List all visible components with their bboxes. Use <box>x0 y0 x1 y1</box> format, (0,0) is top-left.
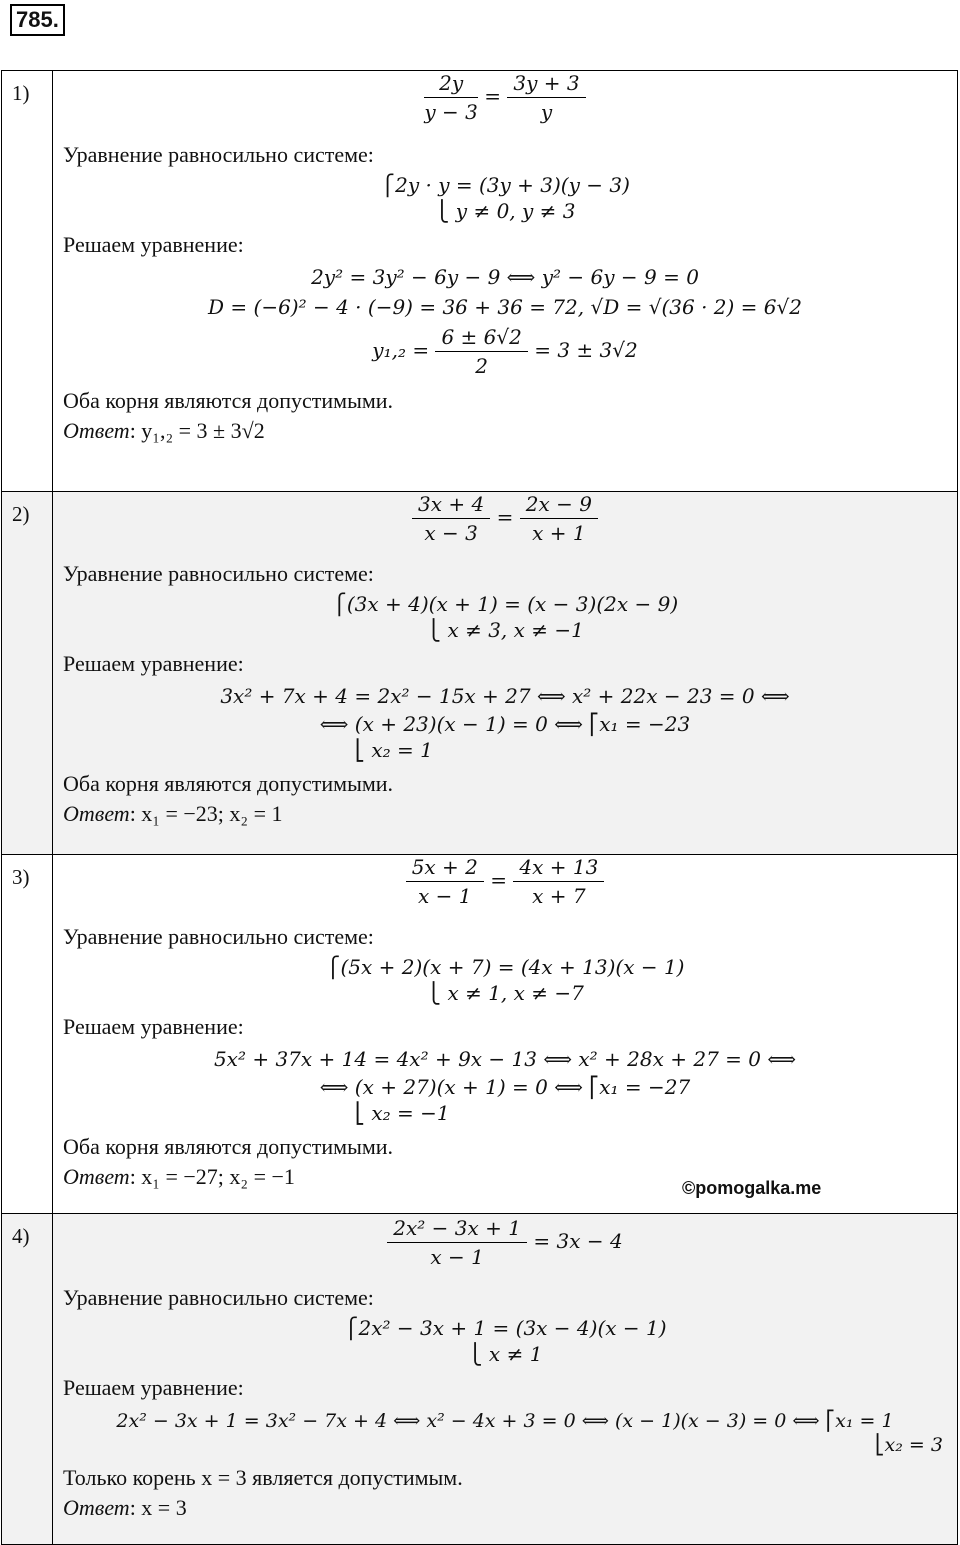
answer: Ответ: x₁ = −27; x₂ = −1 <box>63 1164 295 1189</box>
solution-table-2 <box>1 1213 958 1545</box>
system-line-1: ⎧2x² − 3x + 1 = (3x − 4)(x − 1) <box>343 1316 667 1340</box>
note: Только корень x = 3 является допустимым. <box>63 1465 463 1490</box>
system-line-2: ⎩ x ≠ 1, x ≠ −7 <box>426 981 584 1005</box>
solve-label: Решаем уравнение: <box>63 232 244 257</box>
step-1: 3x² + 7x + 4 = 2x² − 15x + 27 ⟺ x² + 22x − 23 = 0 ⟺ <box>220 684 790 708</box>
system-line-2: ⎩ y ≠ 0, y ≠ 3 <box>434 199 576 223</box>
step-1: 2y² = 3y² − 6y − 9 ⟺ y² − 6y − 9 = 0 <box>311 265 699 289</box>
equation: $\frac{\text{2x² − 3x + 1}}{x - 1}$ = 3x − 4 <box>53 1216 957 1269</box>
step-2-root: ⎣ x₂ = −1 <box>355 1101 450 1125</box>
part-2 <box>2 492 958 855</box>
part-number: 3) <box>2 855 53 1220</box>
step-1-root: ⎣x₂ = 3 <box>875 1434 943 1456</box>
equation: $\frac{5x + 2}{x - 1}$ = $\frac{4x + 13}{x + 7}$ <box>53 855 957 908</box>
solve-label: Решаем уравнение: <box>63 1375 244 1400</box>
part-4 <box>2 1214 958 1545</box>
note: Оба корня являются допустимыми. <box>63 1134 394 1159</box>
solve-label: Решаем уравнение: <box>63 651 244 676</box>
note: Оба корня являются допустимыми. <box>63 771 394 796</box>
system-line-1: ⎧(3x + 4)(x + 1) = (x − 3)(2x − 9) <box>331 592 679 616</box>
problem-number: 785. <box>10 4 65 36</box>
answer: Ответ: x = 3 <box>63 1495 187 1520</box>
part-3 <box>2 855 958 1220</box>
system-label: Уравнение равносильно системе: <box>63 142 374 167</box>
roots: y₁,₂ = $\frac{6 \pm 6√2}{2}$ = 3 ± 3√2 <box>372 325 638 378</box>
step-1: 2x² − 3x + 1 = 3x² − 7x + 4 ⟺ x² − 4x + 3 = 0 ⟺ (x − 1)(x − 3) = 0 ⟺ ⎡x₁ = 1 <box>116 1410 894 1432</box>
watermark: ©pomogalka.me <box>682 1178 822 1198</box>
part-1 <box>2 71 958 492</box>
step-2: D = (−6)² − 4 · (−9) = 36 + 36 = 72, √D = √(36 · 2) = 6√2 <box>208 295 802 319</box>
part-number: 4) <box>2 1214 53 1545</box>
equation: $\frac{3x + 4}{x - 3}$ = $\frac{2x - 9}{x + 1}$ <box>53 492 957 545</box>
part-number: 2) <box>2 492 53 855</box>
step-1: 5x² + 37x + 14 = 4x² + 9x − 13 ⟺ x² + 28x + 27 = 0 ⟺ <box>213 1047 797 1071</box>
system-line-2: ⎩ x ≠ 3, x ≠ −1 <box>426 618 584 642</box>
system-label: Уравнение равносильно системе: <box>63 924 374 949</box>
part-number: 1) <box>2 71 53 492</box>
step-2: ⟺ (x + 23)(x − 1) = 0 ⟺ ⎡x₁ = −23 <box>319 712 691 736</box>
system-line-2: ⎩ x ≠ 1 <box>467 1342 543 1366</box>
answer: Ответ: y₁,₂ = 3 ± 3√2 <box>63 418 265 443</box>
equation: $\frac{2y}{y - 3}$ = $\frac{3y + 3}{y}$ <box>53 71 957 124</box>
answer: Ответ: x₁ = −23; x₂ = 1 <box>63 801 283 826</box>
solution-table <box>1 70 958 1220</box>
system-label: Уравнение равносильно системе: <box>63 1285 374 1310</box>
note: Оба корня являются допустимыми. <box>63 388 394 413</box>
system-line-1: ⎧2y · y = (3y + 3)(y − 3) <box>380 173 630 197</box>
system-line-1: ⎧(5x + 2)(x + 7) = (4x + 13)(x − 1) <box>325 955 685 979</box>
system-label: Уравнение равносильно системе: <box>63 561 374 586</box>
step-2-root: ⎣ x₂ = 1 <box>355 738 433 762</box>
step-2: ⟺ (x + 27)(x + 1) = 0 ⟺ ⎡x₁ = −27 <box>319 1075 691 1099</box>
solve-label: Решаем уравнение: <box>63 1014 244 1039</box>
